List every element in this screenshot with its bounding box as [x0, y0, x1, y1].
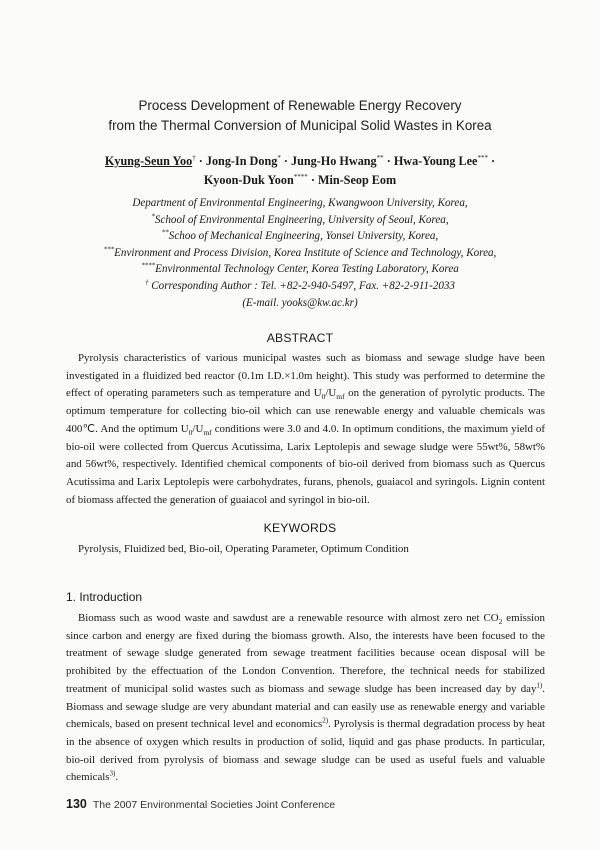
- affiliation-line: [40, 245, 560, 262]
- affiliation-text: Schoo of Mechanical Engineering, Yonsei University, Korea,: [168, 230, 439, 243]
- intro-text: emission since carbon and energy are fixed during the biomass growth. Also, the interests have been focused to the treatment of sewage sludge generated from sewage treatment facilities because ocean disposal will be prohibited by the effectuation of the London Convention. Therefore, the technical needs for stabilized treatment of municipal solid wastes such as biomass and sewage sludge has been increased day by day: [66, 612, 545, 695]
- abstract-text: on the generation of pyrolytic products. The optimum temperature for collecting bio-oil which can use renewable energy and valuable chemicals was 400℃. And the optimum: [66, 387, 546, 435]
- author-separator: ·: [280, 154, 291, 168]
- symbol-u: U: [313, 387, 322, 400]
- keywords-heading: KEYWORDS: [263, 521, 337, 535]
- intro-text: . Biomass and sewage sludge are very abundant material and can easily use as renewable energy and variable chemicals, based on present technical level and economics: [66, 682, 545, 731]
- page-number: 130: [66, 797, 87, 811]
- symbol-slash: /: [192, 422, 196, 435]
- symbol-subscript: 0: [321, 392, 326, 402]
- symbol-slash: /: [325, 387, 329, 400]
- author-separator: ·: [195, 154, 206, 168]
- author-mark: *: [277, 153, 281, 162]
- introduction-heading: 1. Introduction: [66, 590, 143, 604]
- title-line-2: from the Thermal Conversion of Municipal Solid Wastes in Korea: [108, 117, 492, 133]
- citation-ref: 2): [322, 716, 329, 725]
- affiliation-mark: ***: [103, 245, 115, 254]
- affiliation-line: [40, 228, 560, 245]
- introduction-body: [66, 610, 545, 787]
- page-footer: [66, 795, 335, 813]
- author-line-2: [40, 171, 560, 190]
- affiliation-mark: **: [161, 228, 169, 237]
- paper-title: [40, 96, 560, 135]
- author-name: Kyung-Seun Yoo: [104, 154, 193, 168]
- chemical-subscript: 2: [498, 617, 503, 627]
- chemical-formula: CO: [483, 612, 499, 624]
- corresponding-author: [40, 278, 560, 295]
- affiliation-line: [40, 212, 560, 229]
- author-mark: †: [192, 153, 196, 162]
- affiliation-mark: ****: [141, 261, 156, 270]
- conference-name: The 2007 Environmental Societies Joint Conference: [92, 799, 336, 811]
- abstract-body: [66, 350, 545, 509]
- abstract-text: conditions were 3.0 and 4.0. In optimum conditions, the maximum yield of bio-oil were collected from Quercus Acutissima, Larix Leptolepis and sewage sludge were 55wt%, 58wt% and 56wt%, respectively. Identified chemical components of bio-oil derived from biomass such as Quercus Acutissima and Larix Leptolepis were carbohydrates, furans, phenols, guaiacol and syringols. Lignin content of biomass affected the generation of guaiacol and syringol in bio-oil.: [66, 422, 546, 506]
- intro-text: .: [115, 771, 119, 784]
- affiliation-line: Department of Environmental Engineering, Kwangwoon University, Korea,: [132, 197, 468, 209]
- affiliation-text: School of Environmental Engineering, University of Seoul, Korea,: [154, 213, 449, 226]
- author-email: (E-mail. yooks@kw.ac.kr): [242, 296, 358, 309]
- affiliation-line: [40, 261, 560, 278]
- affiliation-text: Corresponding Author : Tel. +82-2-940-5497, Fax. +82-2-911-2033: [148, 279, 455, 292]
- symbol-subscript: mf: [336, 392, 345, 402]
- author-name: Kyoon-Duk Yoon: [203, 173, 294, 187]
- author-mark: ****: [293, 172, 308, 181]
- author-name: Hwa-Young Lee: [393, 154, 478, 168]
- symbol-u: U: [195, 422, 204, 435]
- keywords-text: Pyrolysis, Fluidized bed, Bio-oil, Operating Parameter, Optimum Condition: [78, 543, 409, 555]
- affiliation-text: Environment and Process Division, Korea Institute of Science and Technology, Korea,: [114, 246, 497, 259]
- intro-text: . Pyrolysis is thermal degradation process by heat in the absence of oxygen which results in production of solid, liquid and gas phase products. In particular, bio-oil derived from pyrolysis of biomass and sewage sludge can be used as useful fuels and valuable chemicals: [66, 718, 545, 784]
- symbol-u: U: [328, 387, 337, 400]
- author-separator: ·: [307, 173, 318, 187]
- author-list: [40, 152, 560, 190]
- author-name: Min-Seop Eom: [317, 173, 397, 187]
- symbol-subscript: mf: [203, 427, 212, 437]
- citation-ref: 1): [536, 681, 543, 690]
- symbol-subscript: 0: [188, 427, 193, 437]
- abstract-heading: ABSTRACT: [266, 331, 334, 345]
- author-separator: ·: [383, 154, 394, 168]
- author-name: Jong-In Dong: [205, 154, 278, 168]
- author-separator: ·: [487, 154, 496, 168]
- author-name: Jung-Ho Hwang: [290, 154, 377, 168]
- intro-text: Biomass such as wood waste and sawdust are a renewable resource with almost zero net: [78, 612, 484, 624]
- title-line-1: Process Development of Renewable Energy Recovery: [138, 98, 462, 113]
- symbol-u: U: [180, 422, 189, 435]
- affiliation-text: Environmental Technology Center, Korea Testing Laboratory, Korea: [155, 263, 459, 276]
- affiliation-mark: †: [145, 278, 149, 287]
- affiliations: [40, 195, 560, 311]
- affiliation-mark: *: [151, 211, 155, 220]
- abstract-text: Pyrolysis characteristics of various municipal wastes such as biomass and sewage sludge have been investigated in a fluidized bed reactor (0.1m I.D.×1.0m height). This study was performed to determine the effect of operating parameters such as temperature and: [66, 352, 545, 400]
- citation-ref: 3): [109, 769, 116, 778]
- author-mark: ***: [477, 153, 488, 162]
- author-line-1: [40, 152, 560, 171]
- author-mark: **: [376, 153, 384, 162]
